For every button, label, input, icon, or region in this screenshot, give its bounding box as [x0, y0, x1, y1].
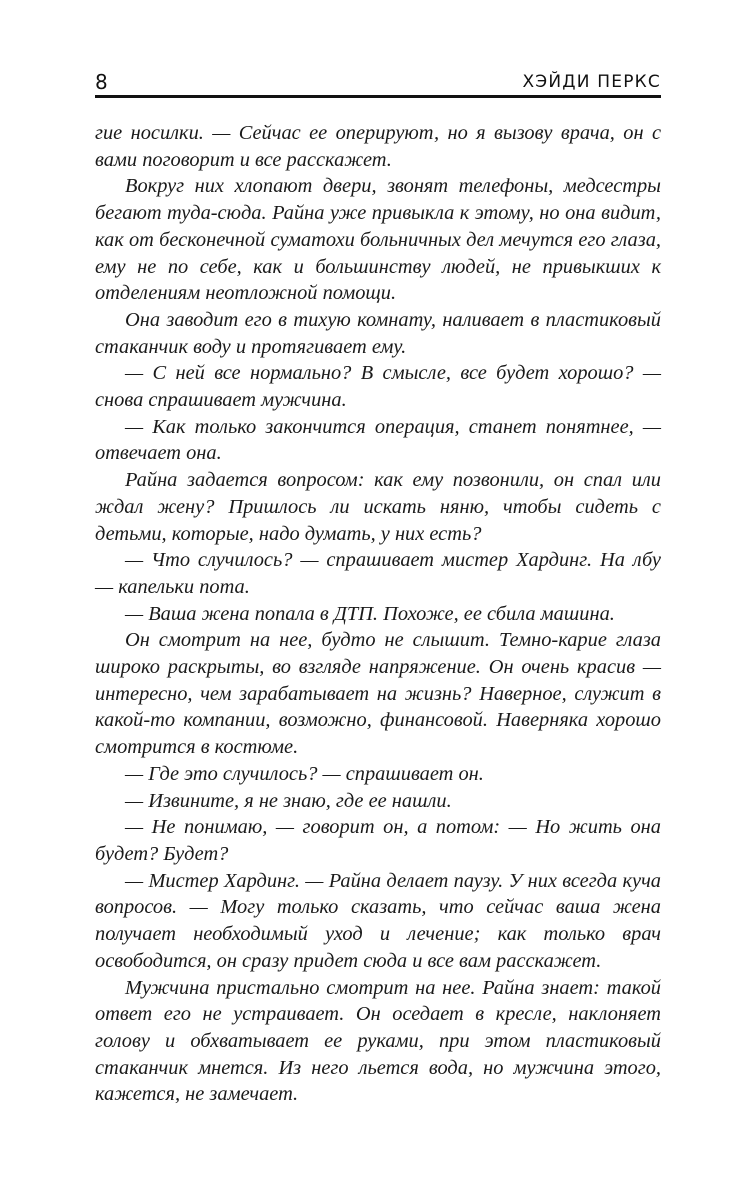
paragraph: Мужчина пристально смотрит на нее. Райна знает: такой ответ его не устраивает. Он оседает в кресле, наклоняет голову и обхватывает ее руками, при этом пластиковый стаканчик мнется. Из него льется вода, но мужчина этого, кажется, не замечает. — [95, 976, 661, 1106]
body-text — [95, 120, 661, 1108]
header-rule — [95, 95, 661, 98]
page-header — [95, 70, 661, 96]
paragraph: — Извините, я не знаю, где ее нашли. — [125, 789, 452, 812]
paragraph: — Мистер Хардинг. — Райна делает паузу. У них всегда куча вопросов. — Могу только сказать, что сейчас ваша жена получает необходимый уход и лечение; как только врач освободится, он сразу придет сюда и все вам расскажет. — [95, 869, 661, 972]
running-title: ХЭЙДИ ПЕРКС — [522, 72, 661, 92]
paragraph: — Что случилось? — спрашивает мистер Хардинг. На лбу — капельки пота. — [95, 549, 661, 598]
paragraph: Райна задается вопросом: как ему позвонили, он спал или ждал жену? Пришлось ли искать няню, чтобы сидеть с детьми, которые, надо думать, у них есть? — [95, 469, 661, 545]
paragraph: — С ней все нормально? В смысле, все будет хорошо? — снова спрашивает мужчина. — [95, 362, 661, 412]
paragraph: Он смотрит на нее, будто не слышит. Темно-карие глаза широко раскрыты, во взгляде напряжение. Он очень красив — интересно, чем зарабатывает на жизнь? Наверное, служит в какой-то компании, возможно, финансовой. Наверняка хорошо смотрится в костюме. — [95, 629, 661, 759]
paragraph: Она заводит его в тихую комнату, наливает в пластиковый стаканчик воду и протягивает ему. — [95, 308, 661, 358]
paragraph: — Где это случилось? — спрашивает он. — [125, 762, 484, 785]
page-number: 8 — [95, 70, 108, 94]
paragraph: Вокруг них хлопают двери, звонят телефоны, медсестры бегают туда-сюда. Райна уже привыкла к этому, но она видит, как от бесконечной суматохи больничных дел мечутся его глаза, ему не по себе, как и большинству людей, не привыкших к отделениям неотложной помощи. — [95, 175, 661, 305]
paragraph: — Не понимаю, — говорит он, а потом: — Но жить она будет? Будет? — [95, 816, 661, 865]
paragraph: — Ваша жена попала в ДТП. Похоже, ее сбила машина. — [125, 602, 615, 625]
paragraph: — Как только закончится операция, станет понятнее, — отвечает она. — [95, 415, 661, 465]
paragraph: гие носилки. — Сейчас ее оперируют, но я вызову врача, он с вами поговорит и все расскажет. — [95, 122, 661, 171]
